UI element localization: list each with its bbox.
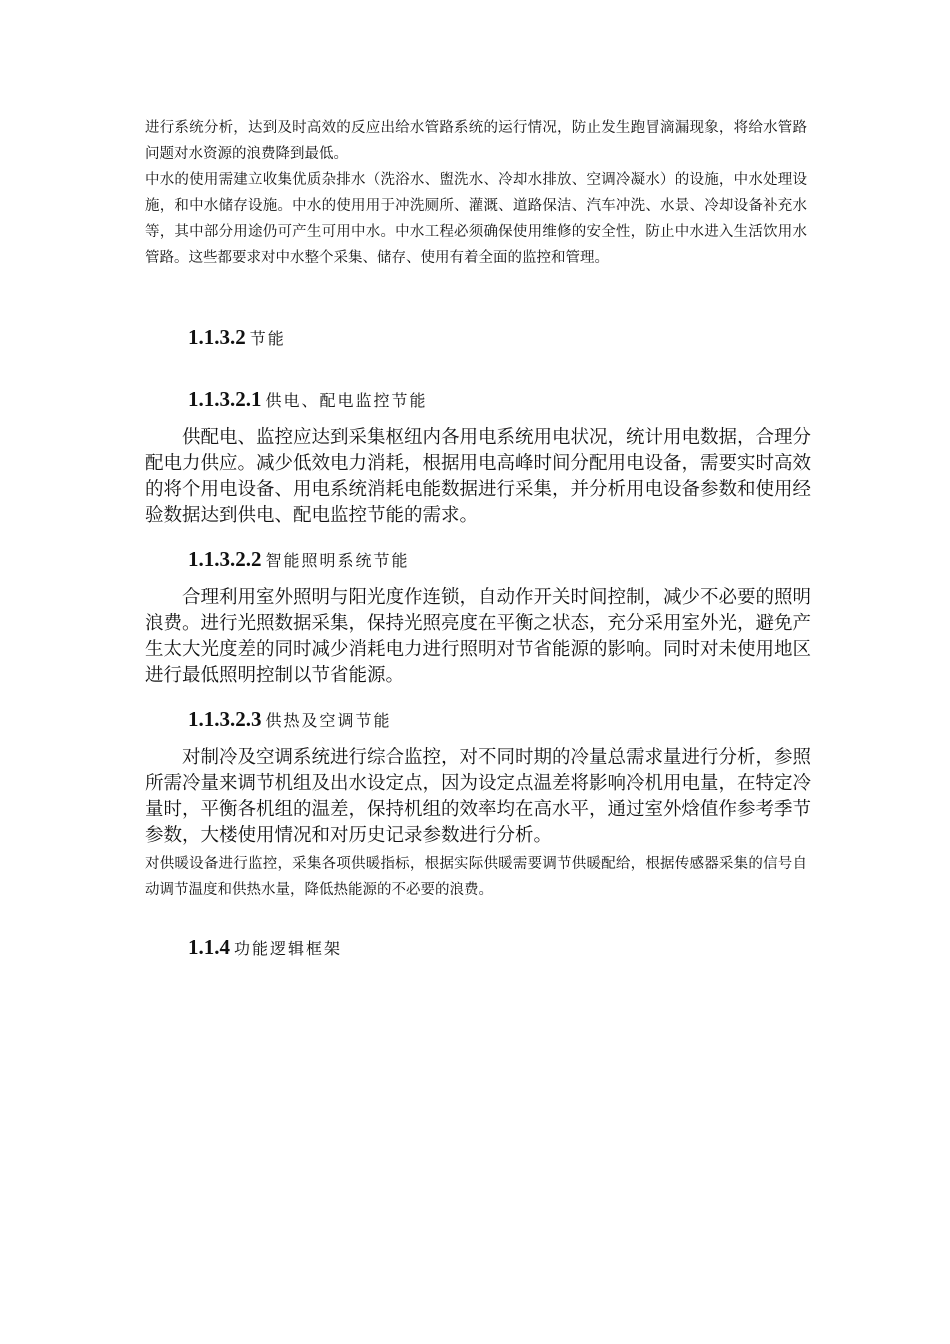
heading-energy-saving xyxy=(188,325,286,350)
heading-function-logic-framework xyxy=(188,935,342,960)
paragraph-smart-lighting: 合理利用室外照明与阳光度作连锁，自动作开关时间控制，减少不必要的照明浪费。进行光照数据采集，保持光照亮度在平衡之状态，充分采用室外光，避免产生太大光度差的同时减少消耗电力进行照明对节省能源的影响。同时对未使用地区进行最低照明控制以节省能源。 xyxy=(145,587,812,686)
paragraph-reclaimed-water: 中水的使用需建立收集优质杂排水（洗浴水、盥洗水、冷却水排放、空调冷凝水）的设施，中水处理设施，和中水储存设施。中水的使用用于冲洗厕所、灌溉、道路保洁、汽车冲洗、水景、冷却设备补充水等，其中部分用途仍可产生可用中水。中水工程必须确保使用维修的安全性，防止中水进入生活饮用水管路。这些都要求对中水整个采集、储存、使用有着全面的监控和管理。 xyxy=(145,172,807,266)
heading-power-supply-monitoring xyxy=(188,387,428,412)
heading-title: 智能照明系统节能 xyxy=(265,551,410,570)
paragraph-heating: 对供暖设备进行监控，采集各项供暖指标，根据实际供暖需要调节供暖配给，根据传感器采集的信号自动调节温度和供热水量，降低热能源的不必要的浪费。 xyxy=(145,856,807,898)
paragraph-cooling-ac: 对制冷及空调系统进行综合监控，对不同时期的冷量总需求量进行分析，参照所需冷量来调节机组及出水设定点，因为设定点温差将影响冷机用电量，在特定冷量时，平衡各机组的温差，保持机组的效率均在高水平，通过室外焓值作参考季节参数，大楼使用情况和对历史记录参数进行分析。 xyxy=(145,747,812,846)
heading-title: 供电、配电监控节能 xyxy=(265,391,428,410)
heading-number: 1.1.3.2.3 xyxy=(188,707,262,731)
heading-heating-ac xyxy=(188,707,392,732)
heading-number: 1.1.3.2.2 xyxy=(188,547,262,571)
paragraph-power-supply: 供配电、监控应达到采集枢纽内各用电系统用电状况，统计用电数据，合理分配电力供应。减少低效电力消耗，根据用电高峰时间分配用电设备，需要实时高效的将个用电设备、用电系统消耗电能数据进行采集，并分析用电设备参数和使用经验数据达到供电、配电监控节能的需求。 xyxy=(145,427,812,526)
heading-number: 1.1.3.2 xyxy=(188,325,246,349)
heading-title: 供热及空调节能 xyxy=(265,711,392,730)
heading-smart-lighting xyxy=(188,547,410,572)
heading-number: 1.1.3.2.1 xyxy=(188,387,262,411)
heading-title: 功能逻辑框架 xyxy=(234,939,343,958)
paragraph-water-pipe-analysis: 进行系统分析，达到及时高效的反应出给水管路系统的运行情况，防止发生跑冒滴漏现象，将给水管路问题对水资源的浪费降到最低。 xyxy=(145,120,807,162)
heading-title: 节能 xyxy=(249,329,286,348)
heading-number: 1.1.4 xyxy=(188,935,230,959)
